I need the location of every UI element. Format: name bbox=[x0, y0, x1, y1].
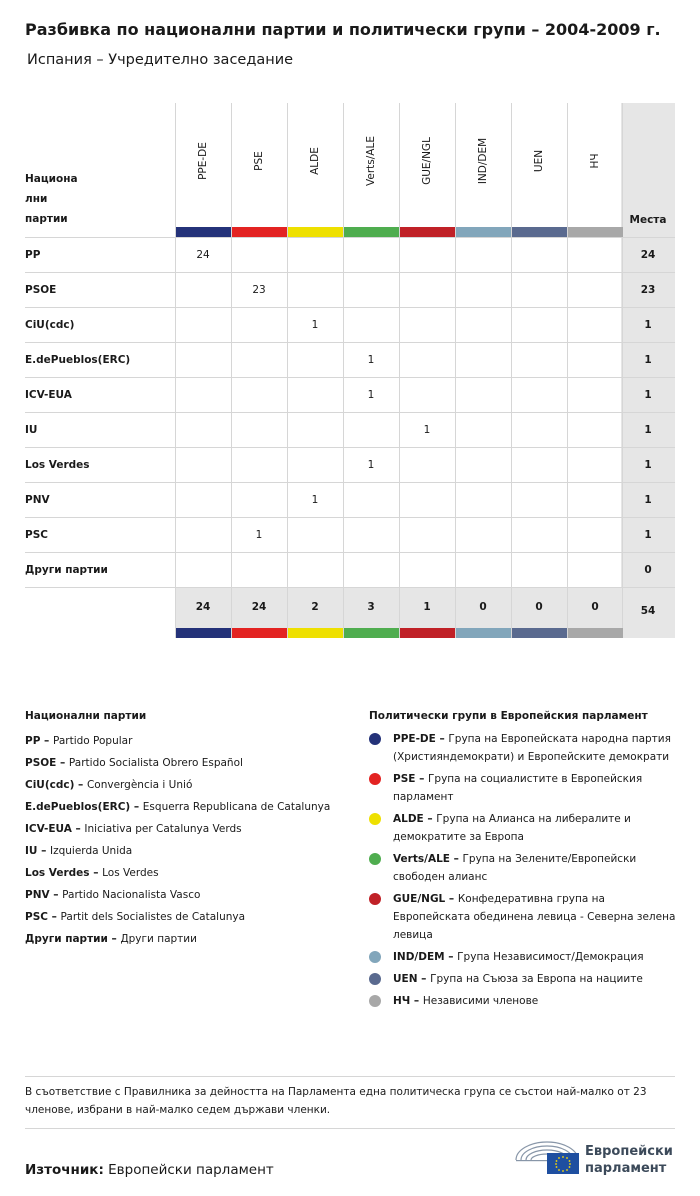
row-divider bbox=[25, 412, 675, 413]
group-total: 3 bbox=[367, 601, 375, 613]
party-abbreviation: IU bbox=[25, 845, 38, 857]
row-party-name: Los Verdes bbox=[25, 459, 90, 471]
group-color-swatch bbox=[400, 628, 455, 638]
row-seats-total: 0 bbox=[644, 564, 652, 576]
row-seats-total: 1 bbox=[644, 319, 652, 331]
separator: – bbox=[435, 733, 449, 745]
separator: – bbox=[37, 845, 50, 857]
table-cell: 1 bbox=[367, 354, 375, 366]
row-divider bbox=[25, 342, 675, 343]
row-party-name: PNV bbox=[25, 494, 50, 506]
party-abbreviation: CiU(cdc) bbox=[25, 779, 75, 791]
group-color-swatch bbox=[400, 227, 455, 237]
group-full-name: Конфедеративна група на Европейската обединена левица - Северна зелена левица bbox=[393, 893, 676, 941]
table-cell: 1 bbox=[311, 319, 319, 331]
political-groups-legend-title: Политически групи в Европейския парламент bbox=[369, 710, 648, 722]
separator: – bbox=[130, 801, 143, 813]
logo-line-2: парламент bbox=[585, 1161, 667, 1176]
separator: – bbox=[40, 735, 53, 747]
group-total: 2 bbox=[311, 601, 319, 613]
national-party-legend-item bbox=[25, 906, 355, 928]
group-color-swatch bbox=[456, 628, 511, 638]
logo-line-1: Европейски bbox=[585, 1144, 673, 1159]
party-full-name: Partido Socialista Obrero Español bbox=[68, 757, 243, 769]
group-color-dot bbox=[369, 733, 381, 745]
group-full-name: Група на социалистите в Европейския парламент bbox=[393, 773, 643, 803]
separator: – bbox=[74, 779, 87, 791]
group-color-swatch bbox=[232, 227, 287, 237]
divider bbox=[25, 1076, 675, 1077]
group-abbreviation: GUE/NGL bbox=[393, 893, 446, 905]
row-seats-total: 24 bbox=[640, 249, 656, 261]
group-color-swatch bbox=[568, 227, 623, 237]
column-header-alde bbox=[287, 103, 343, 228]
group-abbreviation: IND/DEM bbox=[393, 951, 445, 963]
national-party-legend-item bbox=[25, 928, 355, 950]
separator: – bbox=[449, 853, 463, 865]
group-full-name: Група на Съюза за Европа на нациите bbox=[430, 973, 643, 985]
european-parliament-wordmark bbox=[585, 1143, 673, 1177]
political-group-legend-item bbox=[369, 770, 679, 806]
group-total: 1 bbox=[423, 601, 431, 613]
divider bbox=[25, 1128, 675, 1129]
party-abbreviation: PSC bbox=[25, 911, 48, 923]
row-divider bbox=[25, 377, 675, 378]
column-header-label: IND/DEM bbox=[477, 137, 489, 185]
table-cell: 23 bbox=[252, 284, 266, 296]
european-parliament-logo bbox=[514, 1138, 580, 1174]
separator: – bbox=[444, 951, 458, 963]
party-abbreviation: ICV-EUA bbox=[25, 823, 72, 835]
national-party-legend-item bbox=[25, 774, 355, 796]
separator: – bbox=[89, 867, 103, 879]
party-column-header: Национа лни партии bbox=[25, 173, 78, 225]
group-color-swatch bbox=[512, 628, 567, 638]
party-full-name: Convergència i Unió bbox=[86, 779, 193, 791]
party-full-name: Los Verdes bbox=[102, 867, 159, 879]
row-divider bbox=[25, 517, 675, 518]
party-full-name: Izquierda Unida bbox=[50, 845, 133, 857]
national-party-legend-item bbox=[25, 818, 355, 840]
row-party-name: CiU(cdc) bbox=[25, 319, 75, 331]
column-header-label: НЧ bbox=[589, 153, 601, 169]
group-color-dot bbox=[369, 995, 381, 1007]
political-group-legend-item bbox=[369, 970, 679, 988]
table-cell: 24 bbox=[196, 249, 210, 261]
group-color-dot bbox=[369, 773, 381, 785]
row-party-name: PSOE bbox=[25, 284, 57, 296]
table-cell: 1 bbox=[367, 389, 375, 401]
separator: – bbox=[423, 813, 437, 825]
national-parties-legend-title: Национални партии bbox=[25, 710, 147, 722]
separator: – bbox=[47, 911, 61, 923]
political-group-legend-item bbox=[369, 730, 679, 766]
group-color-swatch bbox=[344, 628, 399, 638]
column-header-ppe-de bbox=[175, 103, 231, 228]
row-seats-total: 1 bbox=[644, 424, 652, 436]
row-seats-total: 1 bbox=[644, 529, 652, 541]
group-color-dot bbox=[369, 853, 381, 865]
source-label: Източник: bbox=[25, 1162, 104, 1178]
row-seats-total: 23 bbox=[640, 284, 656, 296]
page-subtitle: Испания – Учредително заседание bbox=[27, 52, 294, 68]
party-abbreviation: PNV bbox=[25, 889, 50, 901]
political-groups-legend bbox=[369, 710, 679, 1014]
national-party-legend-item bbox=[25, 796, 355, 818]
national-parties-legend bbox=[25, 710, 355, 950]
national-party-legend-item bbox=[25, 752, 355, 774]
party-full-name: Partit dels Socialistes de Catalunya bbox=[60, 911, 246, 923]
table-cell: 1 bbox=[311, 494, 319, 506]
column-header-verts-ale bbox=[343, 103, 399, 228]
separator: – bbox=[49, 889, 63, 901]
column-header-label: PSE bbox=[253, 151, 265, 171]
group-color-swatch bbox=[176, 227, 231, 237]
column-header-label: Verts/ALE bbox=[365, 136, 377, 186]
national-party-legend-item bbox=[25, 862, 355, 884]
group-total: 0 bbox=[591, 601, 599, 613]
group-color-dot bbox=[369, 973, 381, 985]
row-party-name: E.dePueblos(ERC) bbox=[25, 354, 131, 366]
group-abbreviation: ALDE bbox=[393, 813, 424, 825]
group-total: 24 bbox=[251, 601, 267, 613]
party-abbreviation: Los Verdes bbox=[25, 867, 90, 879]
group-color-swatch bbox=[288, 628, 343, 638]
row-divider bbox=[25, 237, 675, 238]
table-cell: 1 bbox=[255, 529, 263, 541]
group-color-swatch bbox=[512, 227, 567, 237]
national-party-legend-item bbox=[25, 730, 355, 752]
row-seats-total: 1 bbox=[644, 494, 652, 506]
political-group-legend-item bbox=[369, 810, 679, 846]
group-abbreviation: НЧ bbox=[393, 995, 411, 1007]
column-header-pse bbox=[231, 103, 287, 228]
column-header-label: UEN bbox=[533, 149, 545, 173]
column-header-ind-dem bbox=[455, 103, 511, 228]
page-title: Разбивка по национални партии и политически групи – 2004-2009 г. bbox=[25, 20, 661, 39]
group-color-swatch bbox=[232, 628, 287, 638]
group-total: 0 bbox=[535, 601, 543, 613]
party-full-name: Partido Popular bbox=[52, 735, 133, 747]
row-party-name: Други партии bbox=[25, 564, 108, 576]
grand-total-seats: 54 bbox=[640, 605, 656, 617]
row-seats-total: 1 bbox=[644, 389, 652, 401]
footnote: В съответствие с Правилника за дейността на Парламента една политическа група се състои най-малко от 23 членове, избрани в най-малко седем държави членки. bbox=[25, 1086, 647, 1116]
source-value: Европейски парламент bbox=[108, 1162, 274, 1178]
group-abbreviation: Verts/ALE bbox=[393, 853, 450, 865]
seats-column-header: Места bbox=[629, 214, 667, 226]
row-divider bbox=[25, 272, 675, 273]
column-header-uen bbox=[511, 103, 567, 228]
group-full-name: Независими членове bbox=[422, 995, 539, 1007]
source-line bbox=[25, 1162, 274, 1178]
separator: – bbox=[445, 893, 458, 905]
row-party-name: IU bbox=[25, 424, 38, 436]
row-party-name: PSC bbox=[25, 529, 48, 541]
row-divider bbox=[25, 587, 675, 588]
political-group-legend-item bbox=[369, 992, 679, 1010]
party-full-name: Iniciativa per Catalunya Verds bbox=[84, 823, 242, 835]
separator: – bbox=[410, 995, 423, 1007]
row-divider bbox=[25, 447, 675, 448]
group-full-name: Група на Зелените/Европейски свободен алианс bbox=[393, 853, 637, 883]
party-abbreviation: PSOE bbox=[25, 757, 57, 769]
separator: – bbox=[417, 973, 431, 985]
national-party-legend-item bbox=[25, 884, 355, 906]
national-party-legend-item bbox=[25, 840, 355, 862]
group-color-swatch bbox=[568, 628, 623, 638]
group-color-dot bbox=[369, 893, 381, 905]
group-color-swatch bbox=[344, 227, 399, 237]
group-color-dot bbox=[369, 813, 381, 825]
row-divider bbox=[25, 307, 675, 308]
column-header-gue-ngl bbox=[399, 103, 455, 228]
row-party-name: ICV-EUA bbox=[25, 389, 72, 401]
separator: – bbox=[415, 773, 428, 785]
breakdown-table bbox=[25, 103, 675, 640]
separator: – bbox=[56, 757, 69, 769]
column-header-label: PPE-DE bbox=[197, 142, 209, 180]
political-group-legend-item bbox=[369, 948, 679, 966]
row-divider bbox=[25, 482, 675, 483]
party-full-name: Esquerra Republicana de Catalunya bbox=[142, 801, 331, 813]
group-abbreviation: UEN bbox=[393, 973, 418, 985]
political-group-legend-item bbox=[369, 890, 679, 944]
group-color-dot bbox=[369, 951, 381, 963]
party-full-name: Partido Nacionalista Vasco bbox=[62, 889, 201, 901]
group-abbreviation: PPE-DE bbox=[393, 733, 436, 745]
group-abbreviation: PSE bbox=[393, 773, 416, 785]
political-group-legend-item bbox=[369, 850, 679, 886]
party-abbreviation: E.dePueblos(ERC) bbox=[25, 801, 131, 813]
group-full-name: Група Независимост/Демокрация bbox=[457, 951, 644, 963]
party-full-name: Други партии bbox=[120, 933, 197, 945]
column-header-нч bbox=[567, 103, 623, 228]
column-header-label: GUE/NGL bbox=[421, 137, 433, 185]
separator: – bbox=[107, 933, 121, 945]
seats-column-background bbox=[621, 103, 675, 638]
row-party-name: PP bbox=[25, 249, 41, 261]
separator: – bbox=[71, 823, 85, 835]
group-color-swatch bbox=[288, 227, 343, 237]
row-divider bbox=[25, 552, 675, 553]
group-full-name: Група на Европейската народна партия (Християндемократи) и Европейските демократи bbox=[393, 733, 671, 763]
group-color-swatch bbox=[456, 227, 511, 237]
party-abbreviation: Други партии bbox=[25, 933, 108, 945]
column-header-label: ALDE bbox=[309, 147, 321, 175]
table-cell: 1 bbox=[423, 424, 431, 436]
group-full-name: Група на Алианса на либералите и демократите за Европа bbox=[393, 813, 631, 843]
row-seats-total: 1 bbox=[644, 459, 652, 471]
group-total: 24 bbox=[195, 601, 211, 613]
table-cell: 1 bbox=[367, 459, 375, 471]
group-total: 0 bbox=[479, 601, 487, 613]
group-color-swatch bbox=[176, 628, 231, 638]
row-seats-total: 1 bbox=[644, 354, 652, 366]
party-abbreviation: PP bbox=[25, 735, 41, 747]
